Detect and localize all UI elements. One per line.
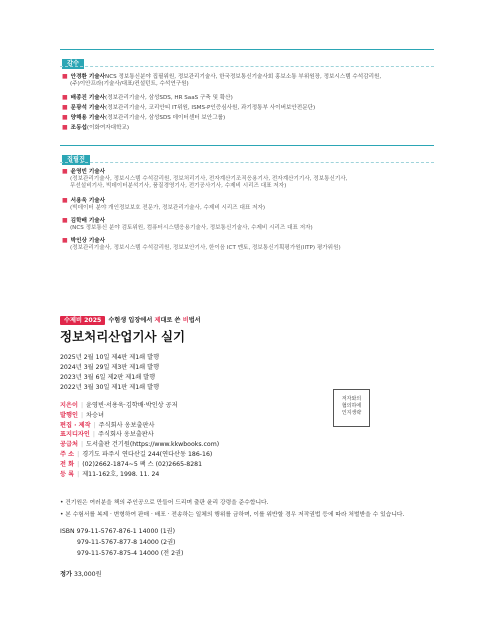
pubinfo-label: 주 소 <box>60 450 75 458</box>
pubinfo-row <box>60 401 219 411</box>
pubinfo-value: 차승녀 <box>86 411 104 419</box>
supervisors-section-header <box>60 49 434 69</box>
bullet-icon: ■ <box>62 124 68 131</box>
edition-line: 2024년 3월 29일 제3판 제1쇄 발행 <box>60 364 160 371</box>
tagline-highlight: 제 <box>154 317 161 324</box>
bullet-icon: ■ <box>62 73 68 80</box>
seal-text: 저자와의 <box>341 396 362 402</box>
section-divider <box>60 66 434 67</box>
separator: | <box>92 431 95 439</box>
supervisor-item <box>62 114 225 122</box>
notice-line: • 건기원은 여러분을 책의 주인공으로 만들어 드리며 출판 윤리 강령을 준수합니다. <box>60 500 269 506</box>
author-item <box>62 168 348 190</box>
supervisor-name: 배종진 기술사 <box>70 95 106 101</box>
author-name: 박인상 기술사 <box>70 238 106 244</box>
author-item <box>62 237 341 252</box>
author-name: 김학배 기술사 <box>70 218 106 224</box>
supervisor-desc: (정보관리기술사, 삼성SDS 데이터센터 보안그룹) <box>105 115 226 121</box>
edition-history <box>60 353 159 393</box>
pubinfo-label: 공급처 <box>60 441 78 449</box>
edition-line: 2022년 3월 30일 제1판 제1쇄 발행 <box>60 384 160 391</box>
pubinfo-row <box>60 460 219 470</box>
pubinfo-value: 윤영빈·서용욱·김학배·박인상 공저 <box>86 402 178 409</box>
author-name: 윤영빈 기술사 <box>70 169 106 175</box>
pubinfo-row <box>60 411 219 421</box>
price-label: 정가 <box>60 571 72 578</box>
pubinfo-label: 전 화 <box>60 460 75 468</box>
supervisor-name: 조동섭 <box>70 125 87 131</box>
author-desc: (정보관리기술사, 정보시스템 수석감리원, 정보보안기사, 한이음 ICT 멘토, 정보통신기획평가원(IITP) 평가위원) <box>70 245 341 251</box>
isbn-line: 979-11-5767-877-8 14000 (2권) <box>77 539 176 546</box>
tagline-part: 법서 <box>188 317 201 324</box>
price <box>60 569 102 578</box>
pubinfo-row <box>60 470 219 480</box>
pubinfo-value: 도서출판 건기원(https://www.kkwbooks.com) <box>86 441 220 449</box>
pubinfo-value: 주식회사 옹보출판사 <box>98 421 155 429</box>
author-item <box>62 197 265 212</box>
tagline-part: 수험생 입장에서 <box>108 317 155 324</box>
bullet-icon: ■ <box>62 94 68 101</box>
separator: | <box>80 411 84 419</box>
pubinfo-value: 제11-162호, 1998. 11. 24 <box>82 470 160 478</box>
pubinfo-label: 발행인 <box>60 411 78 419</box>
supervisor-desc: (이화여자대학교) <box>86 125 130 131</box>
isbn-line: ISBN 979-11-5767-876-1 14000 (1권) <box>60 528 176 535</box>
seal-text: 협의하에 <box>341 403 362 409</box>
edition-line: 2025년 2월 10일 제4판 제1쇄 발행 <box>60 354 160 361</box>
pubinfo-value: 경기도 파주시 연다산길 244(연다산동 186-16) <box>82 450 213 458</box>
pubinfo-row <box>60 450 219 460</box>
bullet-icon: ■ <box>62 197 68 204</box>
tagline <box>108 317 200 324</box>
isbn-list <box>60 526 183 559</box>
authors-section-header <box>60 145 434 165</box>
copyright-notices <box>60 497 404 521</box>
supervisor-desc: (정보관리기술사, 코리안티 IT위원, ISMS-P인증심사원, 과기정통부 사이버보안전문단) <box>105 105 316 111</box>
pubinfo-label: 지은이 <box>60 402 78 409</box>
bullet-icon: ■ <box>62 168 68 175</box>
series-badge: 수제비 2025 <box>60 316 105 325</box>
series-tagline <box>60 316 201 325</box>
notice-line: • 본 수험서를 복제 · 변형하여 판매 · 배포 · 전송하는 일체의 행위를 금하며, 이를 위반할 경우 저작권법 등에 따라 처벌받을 수 있습니다. <box>60 512 405 518</box>
supervisor-item <box>62 73 381 88</box>
author-desc: 무선설비기사, 빅데이터분석기사, 품질경영기사, 전기공사기사, 수제비 시리즈 대표 저자) <box>70 183 287 189</box>
author-name: 서용욱 기술사 <box>70 198 106 204</box>
supervisor-desc: (정보관리기술사, 삼성SDS, HR SaaS 구축 및 확산) <box>105 95 233 101</box>
authors-label: 집필진 <box>62 155 90 165</box>
bullet-icon: ■ <box>62 104 68 111</box>
price-value: 33,000원 <box>73 571 102 578</box>
supervisor-name: 양해용 기술사 <box>70 115 106 121</box>
pubinfo-value: 주식회사 옹보출판사 <box>97 431 154 439</box>
edition-line: 2023년 3월 6일 제2판 제1쇄 발행 <box>60 374 156 381</box>
supervisor-item <box>62 104 315 112</box>
author-desc: (정보관리기술사, 정보시스템 수석감리원, 정보처리기사, 전자계산기조직응용기사, 전자계산기기사, 정보통신기사, <box>70 176 348 182</box>
supervisor-desc: (주)이안프라(기술사/대표/컨설턴트, 수석연구원) <box>70 81 189 87</box>
author-item <box>62 217 313 232</box>
author-seal-box <box>333 389 370 427</box>
supervisor-item <box>62 94 233 102</box>
book-title: 정보처리산업기사 실기 <box>60 329 186 344</box>
separator: | <box>80 441 84 449</box>
pubinfo-row <box>60 421 219 431</box>
pubinfo-row <box>60 440 219 450</box>
author-desc: (NCS 정보통신 분야 검토위원, 컴퓨터시스템응용기술사, 정보통신기술사, 수제비 시리즈 대표 저자) <box>70 225 313 231</box>
bullet-icon: ■ <box>62 217 68 224</box>
seal-text: 인지생략 <box>341 410 362 416</box>
supervisor-name: 문광석 기술사 <box>70 105 106 111</box>
bullet-icon: ■ <box>62 237 68 244</box>
pubinfo-label: 등 록 <box>60 470 75 478</box>
separator: | <box>80 402 84 409</box>
tagline-part: 대로 쓴 <box>160 317 183 324</box>
publication-info <box>60 401 219 479</box>
separator: | <box>93 421 96 429</box>
supervisors-label: 감수 <box>62 59 84 69</box>
tagline-highlight: 비 <box>182 317 189 324</box>
author-desc: (빅데이터 분야 개인정보보호 전문가, 정보관리기술사, 수제비 시리즈 대표 저자) <box>70 205 266 211</box>
pubinfo-row <box>60 430 219 440</box>
separator: | <box>77 470 80 478</box>
bullet-icon: ■ <box>62 114 68 121</box>
pubinfo-label: 표지디자인 <box>60 431 90 439</box>
supervisor-desc: NCS 정보통신분야 집필위원, 정보관리기술사, 한국정보통신기술사회 홍보소통 부위원장, 정보시스템 수석감리원, <box>105 74 382 80</box>
separator: | <box>77 460 80 468</box>
isbn-line: 979-11-5767-875-4 14000 (전 2권) <box>77 550 184 557</box>
separator: | <box>77 450 80 458</box>
supervisor-item <box>62 124 129 132</box>
supervisor-name: 안경환 기술사 <box>70 74 106 80</box>
section-divider <box>60 162 434 163</box>
pubinfo-label: 편집 · 제작 <box>60 421 91 429</box>
pubinfo-value: (02)2662-1874~5 팩 스 (02)2665-8281 <box>82 460 203 468</box>
